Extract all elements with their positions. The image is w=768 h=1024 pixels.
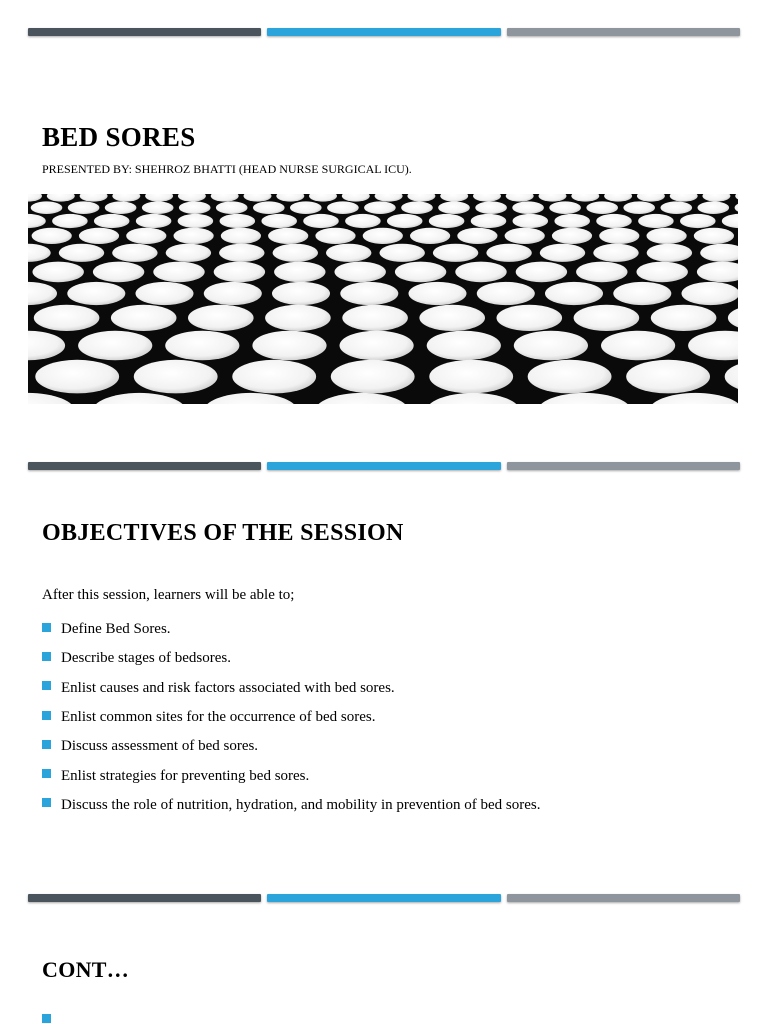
disc-shape (188, 305, 254, 331)
disc-shape (604, 194, 632, 202)
disc-shape (232, 360, 316, 394)
disc-shape (728, 305, 738, 331)
disc-shape (697, 262, 738, 283)
disc-shape (335, 262, 386, 283)
slide-3-title: CONT… (42, 957, 130, 982)
disc-shape (47, 194, 75, 202)
disc-shape (345, 214, 381, 228)
objective-text: Enlist strategies for preventing bed sores. (61, 767, 310, 784)
square-bullet-icon (42, 769, 51, 778)
disc-shape (475, 201, 507, 214)
square-bullet-icon (42, 798, 51, 807)
disc-shape (637, 262, 688, 283)
accent-bar-gray (507, 894, 740, 902)
disc-shape (28, 393, 75, 404)
disc-shape (136, 282, 194, 305)
disc-shape (111, 305, 177, 331)
square-bullet-icon (42, 1014, 51, 1023)
accent-bar-dark (28, 462, 261, 470)
disc-shape (735, 201, 738, 214)
list-item (42, 791, 541, 820)
disc-shape (203, 393, 298, 404)
disc-shape (59, 244, 104, 262)
disc-shape (440, 194, 468, 202)
disc-shape (67, 282, 125, 305)
disc-shape (647, 244, 692, 262)
disc-shape (34, 305, 100, 331)
objective-text: Enlist causes and risk factors associated with bed sores. (61, 679, 395, 696)
slide-2-accent-bars (28, 462, 740, 470)
disc-shape (253, 201, 285, 214)
disc-shape (512, 201, 544, 214)
disc-shape (326, 244, 371, 262)
accent-bar-blue (267, 894, 500, 902)
disc-shape (486, 244, 531, 262)
disc-shape (93, 262, 144, 283)
disc-shape (112, 194, 140, 202)
accent-bar-dark (28, 894, 261, 902)
disc-shape (340, 331, 414, 361)
square-bullet-icon (42, 740, 51, 749)
disc-shape (273, 244, 318, 262)
disc-shape (698, 201, 730, 214)
disc-shape (309, 194, 337, 202)
disc-shape (473, 194, 501, 202)
disc-shape (433, 244, 478, 262)
disc-shape (126, 228, 166, 244)
accent-bar-gray (507, 462, 740, 470)
disc-shape (68, 201, 100, 214)
disc-shape (112, 244, 157, 262)
disc-shape (165, 331, 239, 361)
square-bullet-icon (42, 681, 51, 690)
list-item (42, 732, 541, 761)
disc-shape (623, 201, 655, 214)
disc-shape (537, 393, 632, 404)
square-bullet-icon (42, 652, 51, 661)
disc-shape (688, 331, 738, 361)
objective-text: Define Bed Sores. (61, 621, 171, 638)
disc-shape (516, 262, 567, 283)
disc-shape (272, 282, 330, 305)
slide-1-title: BED SORES (42, 122, 196, 152)
disc-shape (28, 331, 65, 361)
disc-shape (166, 244, 211, 262)
circle-pattern-graphic (28, 194, 738, 404)
disc-shape (455, 262, 506, 283)
disc-shape (178, 194, 206, 202)
disc-shape (28, 194, 42, 202)
disc-shape (276, 194, 304, 202)
slide-1-accent-bars (28, 28, 740, 36)
disc-shape (221, 228, 261, 244)
disc-shape (586, 201, 618, 214)
disc-shape (331, 360, 415, 394)
disc-shape (314, 393, 409, 404)
disc-shape (178, 214, 214, 228)
disc-shape (52, 214, 88, 228)
disc-shape (497, 305, 563, 331)
list-item (42, 703, 541, 732)
accent-bar-gray (507, 28, 740, 36)
disc-shape (94, 214, 130, 228)
disc-shape (409, 282, 467, 305)
disc-shape (471, 214, 507, 228)
list-item (42, 761, 541, 790)
disc-shape (426, 393, 521, 404)
disc-shape (174, 228, 214, 244)
list-item (42, 615, 541, 644)
disc-shape (387, 214, 423, 228)
disc-shape (244, 194, 272, 202)
disc-shape (540, 244, 585, 262)
disc-shape (571, 194, 599, 202)
accent-bar-dark (28, 28, 261, 36)
disc-shape (637, 194, 665, 202)
disc-shape (342, 194, 370, 202)
disc-shape (33, 262, 84, 283)
disc-shape (661, 201, 693, 214)
disc-shape (220, 214, 256, 228)
objective-text: Discuss assessment of bed sores. (61, 738, 259, 755)
disc-shape (596, 214, 632, 228)
disc-shape (725, 360, 738, 394)
disc-shape (648, 393, 738, 404)
disc-shape (702, 194, 730, 202)
disc-shape (395, 262, 446, 283)
disc-shape (700, 244, 738, 262)
disc-shape (545, 282, 603, 305)
list-item (42, 674, 541, 703)
disc-shape (513, 214, 549, 228)
disc-shape (457, 228, 497, 244)
disc-shape (268, 228, 308, 244)
disc-shape (680, 214, 716, 228)
hero-image-circles-pattern (28, 194, 738, 404)
disc-shape (638, 214, 674, 228)
disc-shape (682, 282, 739, 305)
disc-shape (651, 305, 717, 331)
disc-shape (78, 331, 152, 361)
disc-shape (79, 228, 119, 244)
disc-shape (31, 201, 63, 214)
disc-shape (327, 201, 359, 214)
disc-shape (136, 214, 172, 228)
disc-shape (576, 262, 627, 283)
objective-text: Describe stages of bedsores. (61, 650, 231, 667)
objective-text: Enlist common sites for the occurrence of bed sores. (61, 709, 376, 726)
accent-bar-blue (267, 462, 500, 470)
disc-shape (599, 228, 639, 244)
disc-shape (407, 194, 435, 202)
disc-shape (528, 360, 612, 394)
square-bullet-icon (42, 711, 51, 720)
disc-shape (214, 262, 265, 283)
disc-shape (410, 228, 450, 244)
disc-shape (216, 201, 248, 214)
disc-shape (401, 201, 433, 214)
disc-shape (506, 194, 534, 202)
slide-2-title: OBJECTIVES OF THE SESSION (42, 520, 404, 546)
disc-shape (28, 282, 57, 305)
disc-shape (303, 214, 339, 228)
disc-shape (28, 214, 46, 228)
disc-shape (613, 282, 671, 305)
slide-3-accent-bars (28, 894, 740, 902)
disc-shape (477, 282, 535, 305)
disc-shape (626, 360, 710, 394)
disc-shape (438, 201, 470, 214)
disc-shape (204, 282, 262, 305)
disc-shape (211, 194, 239, 202)
disc-shape (252, 331, 326, 361)
disc-shape (514, 331, 588, 361)
disc-shape (80, 194, 108, 202)
disc-shape (363, 228, 403, 244)
slide-1-subtitle: PRESENTED BY: SHEHROZ BHATTI (HEAD NURSE SURGICAL ICU). (42, 162, 412, 176)
disc-shape (92, 393, 187, 404)
disc-shape (593, 244, 638, 262)
disc-shape (261, 214, 297, 228)
disc-shape (219, 244, 264, 262)
disc-shape (505, 228, 545, 244)
disc-shape (694, 228, 734, 244)
square-bullet-icon (42, 623, 51, 632)
disc-shape (342, 305, 408, 331)
disc-shape (364, 201, 396, 214)
disc-shape (290, 201, 322, 214)
disc-shape (670, 194, 698, 202)
disc-shape (145, 194, 173, 202)
disc-shape (265, 305, 331, 331)
objective-text: Discuss the role of nutrition, hydration, and mobility in prevention of bed sores. (61, 796, 541, 813)
disc-shape (722, 214, 738, 228)
disc-shape (601, 331, 675, 361)
disc-shape (419, 305, 485, 331)
disc-shape (274, 262, 325, 283)
disc-shape (427, 331, 501, 361)
disc-shape (647, 228, 687, 244)
disc-shape (315, 228, 355, 244)
disc-shape (105, 201, 137, 214)
disc-shape (340, 282, 398, 305)
disc-shape (552, 228, 592, 244)
list-item (42, 644, 541, 673)
disc-shape (134, 360, 218, 394)
disc-shape (32, 228, 72, 244)
disc-shape (554, 214, 590, 228)
disc-shape (735, 194, 738, 202)
disc-shape (429, 360, 513, 394)
objectives-list (42, 615, 541, 820)
disc-shape (153, 262, 204, 283)
disc-shape (28, 244, 51, 262)
disc-shape (574, 305, 640, 331)
accent-bar-blue (267, 28, 500, 36)
disc-shape (179, 201, 211, 214)
disc-shape (429, 214, 465, 228)
disc-shape (375, 194, 403, 202)
disc-shape (142, 201, 174, 214)
objectives-intro: After this session, learners will be able to; (42, 587, 295, 603)
disc-shape (549, 201, 581, 214)
disc-shape (35, 360, 119, 394)
disc-shape (380, 244, 425, 262)
disc-shape (539, 194, 567, 202)
